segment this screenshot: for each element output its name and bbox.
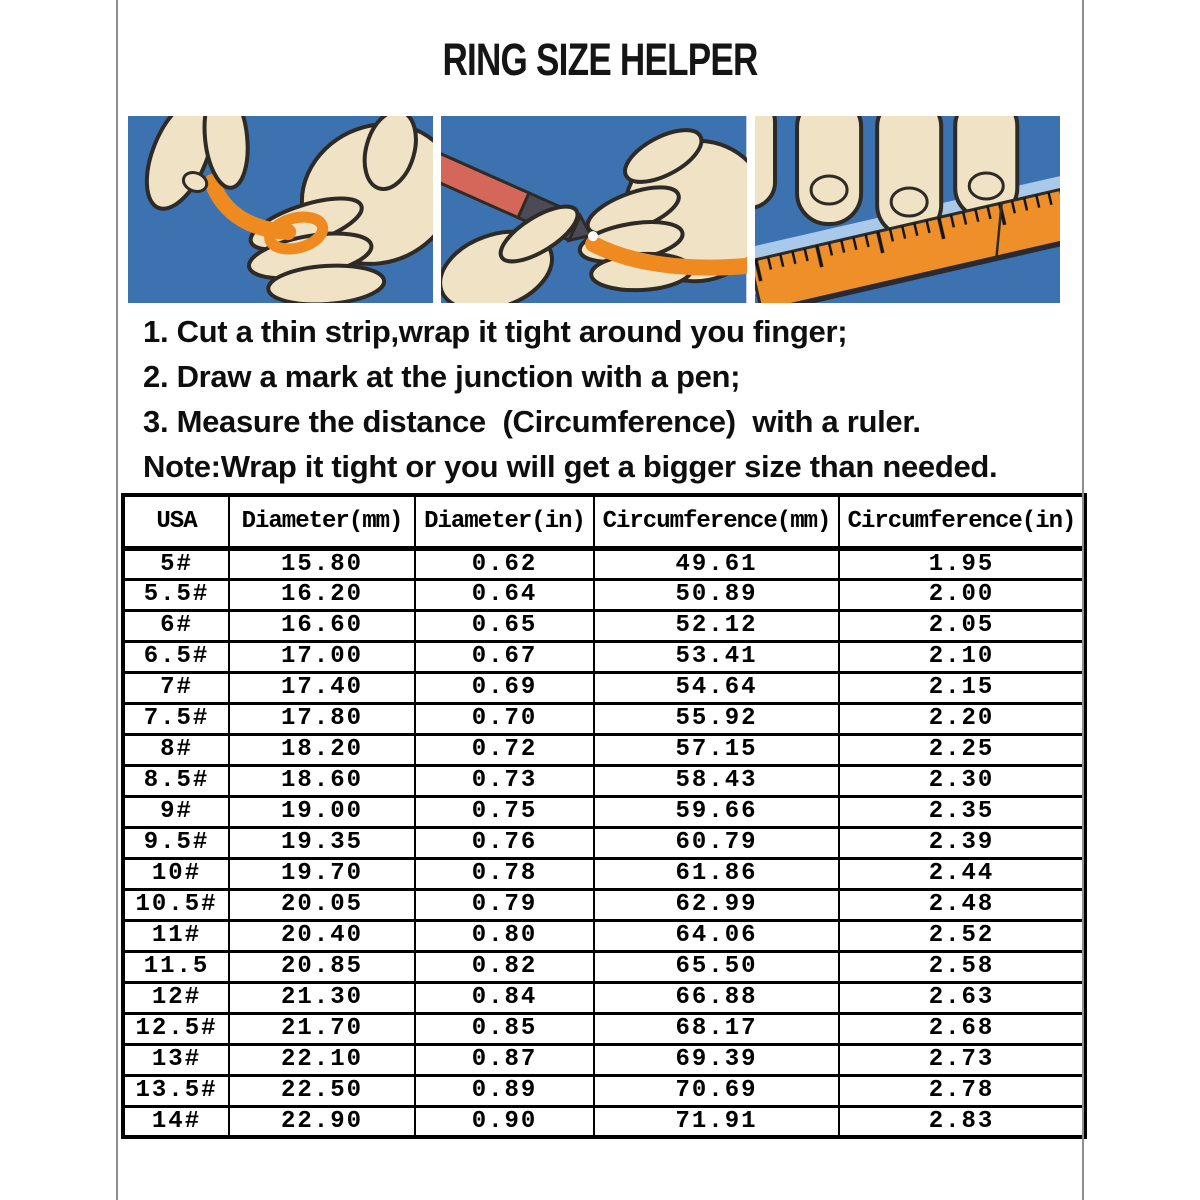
table-cell: 19.70 — [229, 858, 415, 889]
table-cell: 9.5# — [123, 827, 229, 858]
table-cell: 2.15 — [839, 672, 1085, 703]
table-cell: 2.63 — [839, 982, 1085, 1013]
table-cell: 22.90 — [229, 1106, 415, 1137]
table-cell: 8# — [123, 734, 229, 765]
illustration-wrap-strip — [128, 116, 433, 303]
table-cell: 65.50 — [594, 951, 839, 982]
table-cell: 2.25 — [839, 734, 1085, 765]
table-row — [123, 703, 1085, 734]
table-cell: 2.35 — [839, 796, 1085, 827]
table-cell: 5# — [123, 548, 229, 579]
table-row — [123, 734, 1085, 765]
table-cell: 59.66 — [594, 796, 839, 827]
table-cell: 17.40 — [229, 672, 415, 703]
table-cell: 18.20 — [229, 734, 415, 765]
table-cell: 7# — [123, 672, 229, 703]
table-cell: 1.95 — [839, 548, 1085, 579]
table-cell: 18.60 — [229, 765, 415, 796]
table-cell: 52.12 — [594, 610, 839, 641]
table-cell: 19.00 — [229, 796, 415, 827]
table-cell: 0.72 — [415, 734, 594, 765]
table-cell: 68.17 — [594, 1013, 839, 1044]
table-cell: 12.5# — [123, 1013, 229, 1044]
table-cell: 58.43 — [594, 765, 839, 796]
table-cell: 15.80 — [229, 548, 415, 579]
table-cell: 0.73 — [415, 765, 594, 796]
table-cell: 0.75 — [415, 796, 594, 827]
illustration-strip — [128, 116, 1060, 303]
table-cell: 50.89 — [594, 579, 839, 610]
table-cell: 10# — [123, 858, 229, 889]
instructions — [143, 309, 1200, 489]
ruler-drawing — [755, 116, 1060, 303]
table-cell: 2.78 — [839, 1075, 1085, 1106]
table-cell: 8.5# — [123, 765, 229, 796]
table-row — [123, 1075, 1085, 1106]
table-cell: 21.30 — [229, 982, 415, 1013]
table-cell: 62.99 — [594, 889, 839, 920]
table-cell: 6.5# — [123, 641, 229, 672]
table-cell: 66.88 — [594, 982, 839, 1013]
table-cell: 20.05 — [229, 889, 415, 920]
table-cell: 0.84 — [415, 982, 594, 1013]
table-cell: 2.20 — [839, 703, 1085, 734]
instruction-step-1: 1. Cut a thin strip,wrap it tight around you finger; — [143, 314, 848, 349]
table-row — [123, 579, 1085, 610]
table-cell: 20.85 — [229, 951, 415, 982]
page-border-right — [1082, 0, 1084, 1200]
table-cell: 9# — [123, 796, 229, 827]
table-cell: 13# — [123, 1044, 229, 1075]
table-cell: 60.79 — [594, 827, 839, 858]
table-cell: 0.89 — [415, 1075, 594, 1106]
table-row — [123, 889, 1085, 920]
table-cell: 0.67 — [415, 641, 594, 672]
table-cell: 11# — [123, 920, 229, 951]
illustration-ruler — [755, 116, 1060, 303]
ring-size-table — [121, 493, 1087, 1139]
table-cell: 55.92 — [594, 703, 839, 734]
table-row — [123, 920, 1085, 951]
table-row — [123, 641, 1085, 672]
table-cell: 12# — [123, 982, 229, 1013]
column-header-circumference-in: Circumference(in) — [839, 495, 1085, 548]
table-cell: 13.5# — [123, 1075, 229, 1106]
table-row — [123, 672, 1085, 703]
table-cell: 19.35 — [229, 827, 415, 858]
table-cell: 2.00 — [839, 579, 1085, 610]
table-cell: 0.64 — [415, 579, 594, 610]
table-row — [123, 796, 1085, 827]
table-row — [123, 858, 1085, 889]
ring-size-table-body — [123, 548, 1085, 1137]
instruction-step-3: 3. Measure the distance (Circumference) with a ruler. — [143, 404, 921, 439]
header-row — [123, 495, 1085, 548]
table-cell: 16.60 — [229, 610, 415, 641]
table-cell: 0.82 — [415, 951, 594, 982]
table-row — [123, 610, 1085, 641]
table-row — [123, 1106, 1085, 1137]
page-title: RING SIZE HELPER — [442, 34, 758, 85]
table-cell: 2.58 — [839, 951, 1085, 982]
table-cell: 0.69 — [415, 672, 594, 703]
table-cell: 49.61 — [594, 548, 839, 579]
table-cell: 22.50 — [229, 1075, 415, 1106]
table-cell: 0.62 — [415, 548, 594, 579]
wrap-strip-drawing — [128, 116, 433, 303]
table-cell: 11.5 — [123, 951, 229, 982]
table-cell: 0.90 — [415, 1106, 594, 1137]
column-header-diameter-mm: Diameter(mm) — [229, 495, 415, 548]
table-cell: 2.44 — [839, 858, 1085, 889]
table-cell: 21.70 — [229, 1013, 415, 1044]
table-cell: 6# — [123, 610, 229, 641]
table-cell: 17.00 — [229, 641, 415, 672]
table-cell: 61.86 — [594, 858, 839, 889]
table-row — [123, 827, 1085, 858]
table-row — [123, 951, 1085, 982]
instruction-step-2: 2. Draw a mark at the junction with a pen; — [143, 359, 741, 394]
illustration-mark-pen — [441, 116, 746, 303]
table-cell: 2.52 — [839, 920, 1085, 951]
page-border-left — [116, 0, 118, 1200]
table-cell: 2.83 — [839, 1106, 1085, 1137]
table-cell: 0.79 — [415, 889, 594, 920]
table-cell: 0.76 — [415, 827, 594, 858]
column-header-circumference-mm: Circumference(mm) — [594, 495, 839, 548]
header — [0, 0, 1200, 86]
table-cell: 57.15 — [594, 734, 839, 765]
table-cell: 0.85 — [415, 1013, 594, 1044]
table-cell: 22.10 — [229, 1044, 415, 1075]
table-cell: 2.73 — [839, 1044, 1085, 1075]
ring-size-table-header — [123, 495, 1085, 548]
table-cell: 0.87 — [415, 1044, 594, 1075]
mark-pen-drawing — [441, 116, 746, 303]
table-cell: 0.80 — [415, 920, 594, 951]
table-cell: 2.05 — [839, 610, 1085, 641]
table-cell: 64.06 — [594, 920, 839, 951]
table-cell: 20.40 — [229, 920, 415, 951]
table-cell: 53.41 — [594, 641, 839, 672]
table-cell: 2.10 — [839, 641, 1085, 672]
column-header-diameter-in: Diameter(in) — [415, 495, 594, 548]
table-cell: 0.78 — [415, 858, 594, 889]
table-row — [123, 548, 1085, 579]
table-cell: 2.30 — [839, 765, 1085, 796]
table-cell: 2.39 — [839, 827, 1085, 858]
table-cell: 70.69 — [594, 1075, 839, 1106]
table-cell: 0.65 — [415, 610, 594, 641]
table-cell: 14# — [123, 1106, 229, 1137]
table-cell: 7.5# — [123, 703, 229, 734]
instruction-note: Note:Wrap it tight or you will get a bigger size than needed. — [143, 449, 998, 484]
table-cell: 54.64 — [594, 672, 839, 703]
table-row — [123, 982, 1085, 1013]
table-cell: 5.5# — [123, 579, 229, 610]
table-cell: 69.39 — [594, 1044, 839, 1075]
table-cell: 2.48 — [839, 889, 1085, 920]
table-cell: 17.80 — [229, 703, 415, 734]
table-cell: 0.70 — [415, 703, 594, 734]
table-row — [123, 1013, 1085, 1044]
table-cell: 71.91 — [594, 1106, 839, 1137]
table-cell: 16.20 — [229, 579, 415, 610]
table-cell: 2.68 — [839, 1013, 1085, 1044]
table-row — [123, 765, 1085, 796]
column-header-usa: USA — [123, 495, 229, 548]
table-cell: 10.5# — [123, 889, 229, 920]
table-row — [123, 1044, 1085, 1075]
